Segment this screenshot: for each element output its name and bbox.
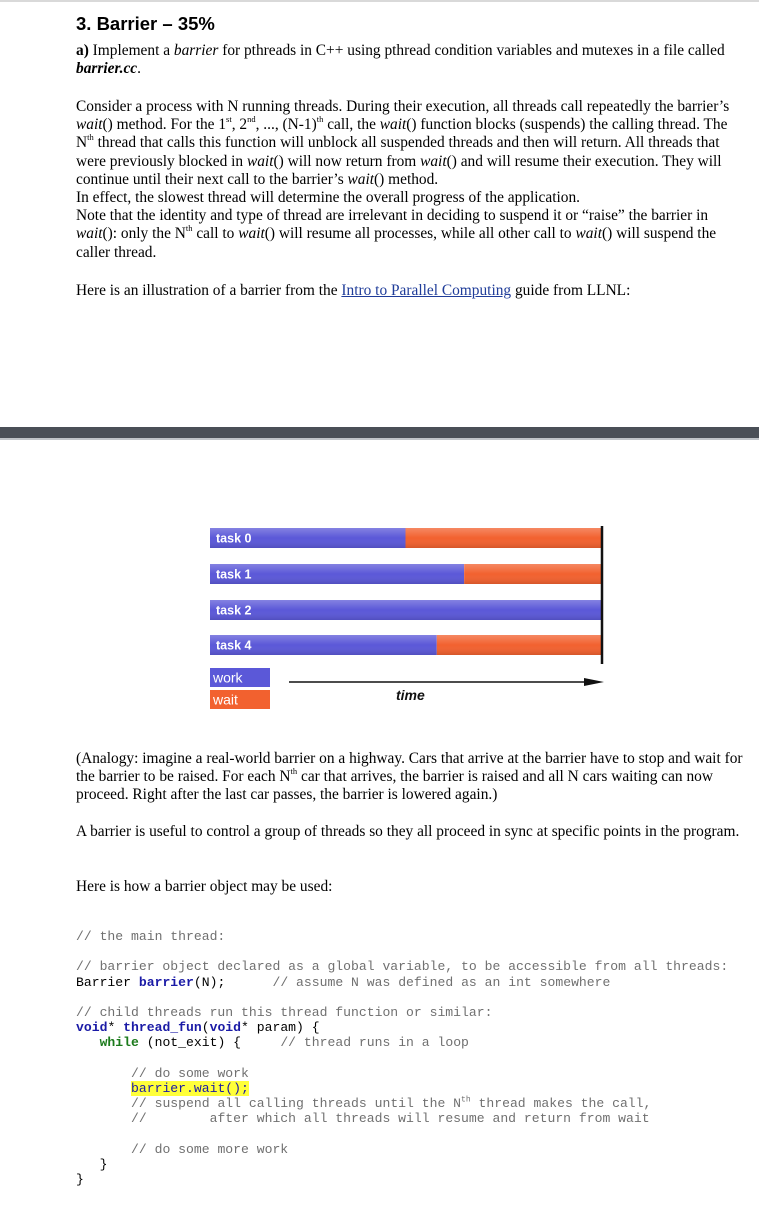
text: , 2 [231,116,248,134]
superscript: st [226,114,232,125]
text: // suspend all calling threads until the N [131,1096,462,1112]
superscript: th [87,132,94,143]
task-label: task 0 [216,531,252,546]
legend-work-label: work [213,669,243,686]
intro-parallel-computing-link[interactable]: Intro to Parallel Computing [341,282,512,299]
superscript: nd [247,114,256,125]
task-bar-shading [210,564,601,584]
text: Note that the identity and type of thread are irrelevant in deciding to suspend it or “raise” the barrier in [76,207,709,225]
code-token: void [76,1020,108,1036]
text: Implement a [88,42,174,59]
superscript: th [316,114,324,125]
code-comment: // do some work [131,1065,249,1081]
wait-term: wait [246,152,274,170]
text: car that arrives, the barrier is raised and all N cars waiting can now proceed. Right after the last car passes, the barrier is lowered again.) [76,768,713,804]
text: () will resume all processes, while all other call to [264,225,576,243]
wait-term: wait [76,116,103,134]
code-comment: // thread runs in a loop [280,1035,469,1051]
part-a-label: a) [76,42,89,59]
text: thread makes the call, [470,1096,652,1112]
task-label: task 1 [216,567,252,582]
text: In effect, the slowest thread will determine the overall progress of the application. [76,189,581,207]
barrier-term: barrier [173,42,219,59]
text: () will suspend the caller thread. [76,225,717,261]
code-token: } [99,1157,108,1173]
filename: barrier.cc [76,60,138,78]
text: (): only the N [102,225,186,243]
wait-term: wait [420,152,447,170]
code-token: barrier [138,974,194,990]
code-token: thread_fun [123,1020,202,1036]
code-sample [76,929,728,1187]
code-comment: // after which all threads will resume and return from wait [131,1111,650,1127]
code-comment: // do some more work [131,1141,289,1157]
task-label: task 2 [216,603,252,618]
superscript: th [290,766,298,777]
code-comment: // the main thread: [76,929,226,944]
task-bar-shading [210,635,601,655]
usage-intro-paragraph: Here is how a barrier object may be used: [76,878,333,895]
text: . [137,60,141,78]
superscript: th [185,223,193,234]
code-token: (not_exit) { [138,1035,242,1051]
text: call to [192,225,239,243]
usefulness-paragraph: A barrier is useful to control a group of threads so they all proceed in sync at specific points in the program. [76,823,740,840]
text: , ..., (N-1) [255,116,317,134]
code-token: while [99,1035,139,1051]
task-label: task 4 [216,638,252,653]
text: () and will resume their execution. They will continue until their next call to the barrier’s [76,152,722,188]
code-comment: // assume N was defined as an int somewhere [272,974,611,990]
time-label: time [396,687,425,703]
wait-term: wait [238,225,265,243]
code-comment: // child threads run this thread function or similar: [76,1005,493,1021]
code-highlight: barrier.wait(); [131,1081,249,1097]
wait-term: wait [379,116,407,134]
text: () will now return from [273,152,421,170]
task-bar-shading [210,600,601,620]
text: thread that calls this function will unblock all suspended threads and then will return. All threads that were previously blocked in [76,134,720,170]
wait-term: wait [575,225,602,243]
superscript: th [461,1095,471,1105]
code-token: ( [201,1020,210,1036]
task-bars [210,528,601,655]
text: for pthreads in C++ using pthread condition variables and mutexes in a file called [218,42,725,59]
text: () method. [374,170,439,188]
code-comment: // barrier object declared as a global variable, to be accessible from all threads: [76,959,729,975]
code-token: * [107,1020,124,1036]
text: guide from LLNL: [511,282,631,299]
legend-wait-label: wait [213,691,238,708]
code-comment [131,1096,651,1111]
analogy-paragraph [76,750,746,805]
section-heading: 3. Barrier – 35% [76,13,215,34]
task-bar-shading [210,528,601,548]
text: Consider a process with N running threads. During their execution, all threads call repeatedly the barrier’s [76,98,730,115]
text: () function blocks (suspends) the calling thread. The N [76,116,728,152]
code-token: Barrier [76,974,139,990]
wait-term: wait [347,170,375,188]
code-token: * param) { [241,1020,320,1036]
code-token: (N); [193,974,226,990]
text: () method. For the 1 [102,116,227,134]
wait-term: wait [76,225,103,243]
text: call, the [323,116,380,134]
code-token: } [76,1172,84,1188]
text: (Analogy: imagine a real-world barrier on a highway. Cars that arrive at the barrier have to stop and wait for the barrier to be raised. For each N [76,750,743,786]
code-token: void [209,1020,242,1036]
text: Here is an illustration of a barrier from the [76,282,342,299]
time-axis-arrowhead [584,678,604,686]
